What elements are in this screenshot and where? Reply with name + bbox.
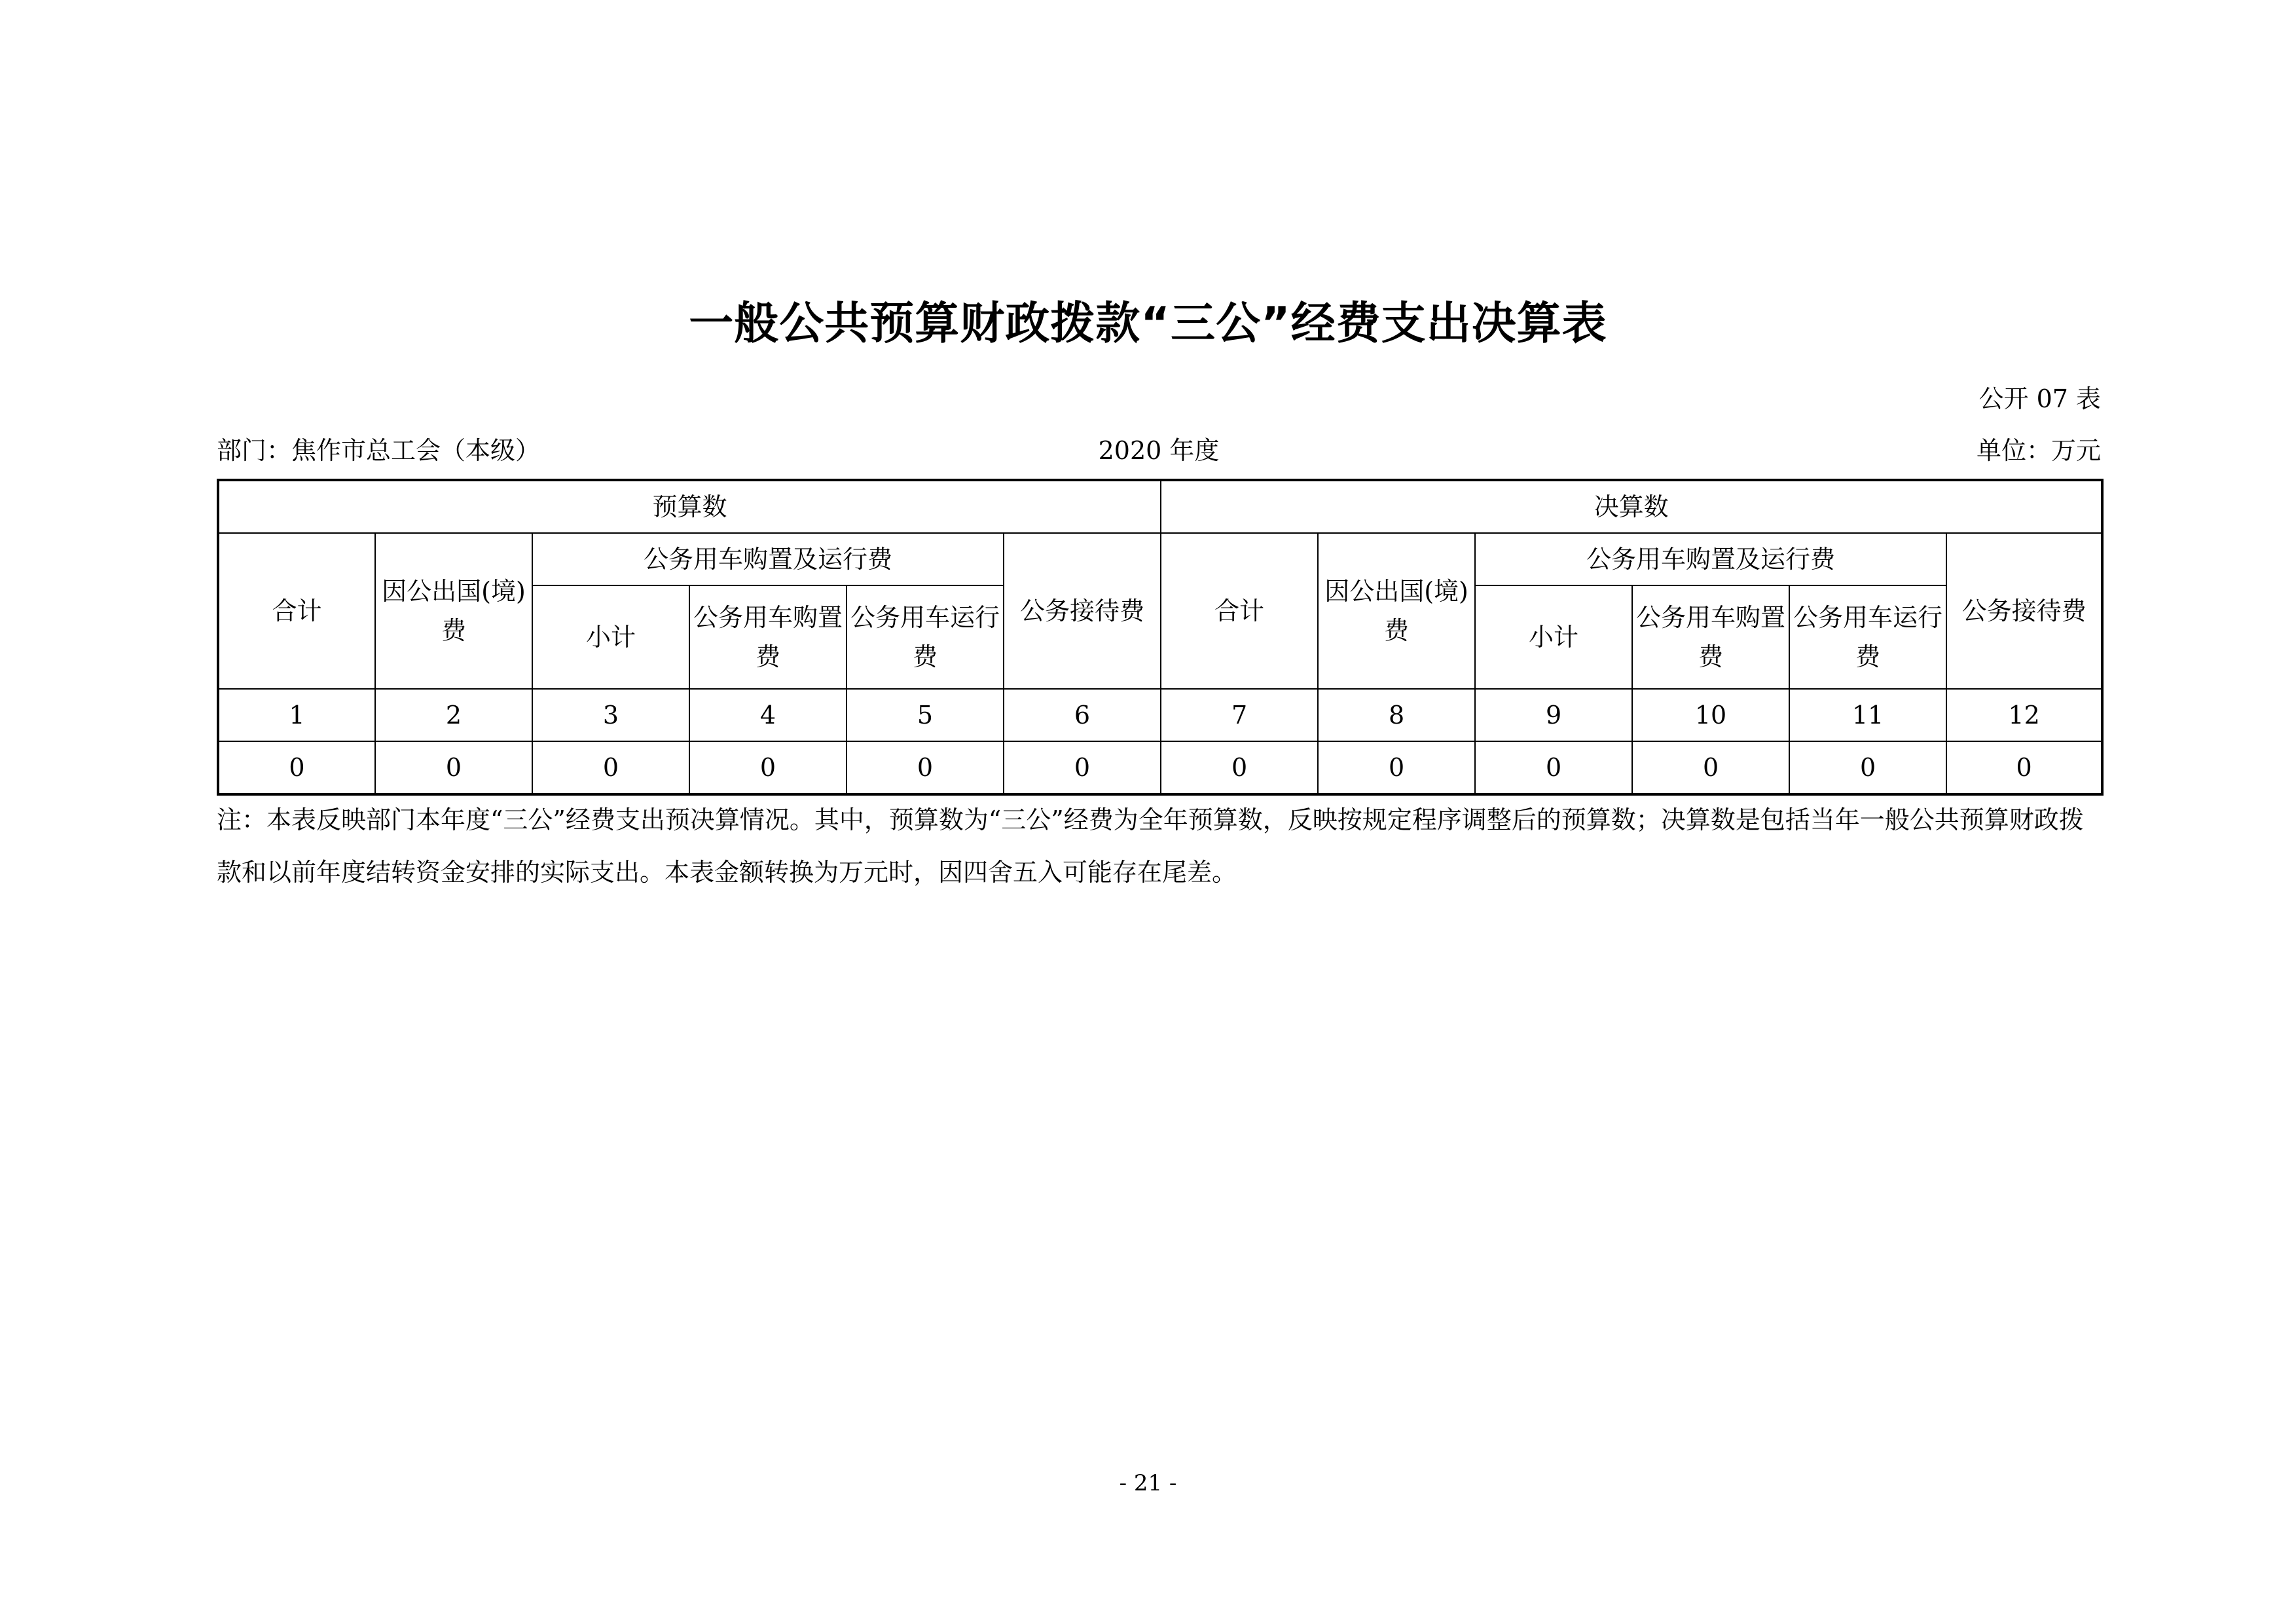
table-note: 注：本表反映部门本年度“三公”经费支出预决算情况。其中，预算数为“三公”经费为全年预算数，反映按规定程序调整后的预算数；决算数是包括当年一般公共预算财政拨款和以前年度结转资金安排的实际支出。本表金额转换为万元时，因四舍五入可能存在尾差。 [217, 805, 2084, 887]
value-cell: 0 [1946, 741, 2102, 794]
column-index: 10 [1632, 689, 1789, 741]
header-group-row [218, 480, 2102, 533]
column-index: 12 [1946, 689, 2102, 741]
budget-vehicle-group-header: 公务用车购置及运行费 [532, 533, 1004, 585]
column-index: 3 [532, 689, 689, 741]
value-cell: 0 [1632, 741, 1789, 794]
meta-row [217, 434, 2101, 467]
column-index: 4 [689, 689, 847, 741]
department-label: 部门：焦作市总工会（本级） [217, 436, 541, 465]
final-travel-header: 因公出国(境)费 [1318, 533, 1475, 689]
value-cell: 0 [847, 741, 1004, 794]
page-number: - 21 - [1119, 1470, 1177, 1496]
budget-subtotal-header: 小计 [532, 585, 689, 689]
header-category-row [218, 533, 2102, 585]
final-operation-header: 公务用车运行费 [1789, 585, 1946, 689]
final-group-header: 决算数 [1161, 480, 2102, 533]
column-index-row [218, 689, 2102, 741]
unit-label: 单位：万元 [1976, 436, 2101, 465]
column-index: 7 [1161, 689, 1318, 741]
column-index: 8 [1318, 689, 1475, 741]
column-index: 9 [1475, 689, 1632, 741]
form-number: 公开 07 表 [1978, 384, 2101, 413]
page-title: 一般公共预算财政拨款“三公”经费支出决算表 [689, 298, 1607, 350]
budget-reception-header: 公务接待费 [1004, 533, 1161, 689]
value-cell: 0 [532, 741, 689, 794]
column-index: 5 [847, 689, 1004, 741]
column-index: 11 [1789, 689, 1946, 741]
final-subtotal-header: 小计 [1475, 585, 1632, 689]
column-index: 6 [1004, 689, 1161, 741]
budget-operation-header: 公务用车运行费 [847, 585, 1004, 689]
budget-travel-header: 因公出国(境)费 [375, 533, 532, 689]
budget-group-header: 预算数 [218, 480, 1161, 533]
value-cell: 0 [375, 741, 532, 794]
budget-purchase-header: 公务用车购置费 [689, 585, 847, 689]
final-reception-header: 公务接待费 [1946, 533, 2102, 689]
final-vehicle-group-header: 公务用车购置及运行费 [1475, 533, 1946, 585]
three-public-expenses-table [217, 479, 2104, 796]
final-purchase-header: 公务用车购置费 [1632, 585, 1789, 689]
value-row [218, 741, 2102, 794]
value-cell: 0 [1475, 741, 1632, 794]
final-total-header: 合计 [1161, 533, 1318, 689]
value-cell: 0 [1789, 741, 1946, 794]
column-index: 2 [375, 689, 532, 741]
value-cell: 0 [1318, 741, 1475, 794]
value-cell: 0 [1161, 741, 1318, 794]
column-index: 1 [218, 689, 375, 741]
budget-total-header: 合计 [218, 533, 375, 689]
value-cell: 0 [1004, 741, 1161, 794]
value-cell: 0 [689, 741, 847, 794]
fiscal-year: 2020 年度 [1098, 436, 1220, 465]
value-cell: 0 [218, 741, 375, 794]
